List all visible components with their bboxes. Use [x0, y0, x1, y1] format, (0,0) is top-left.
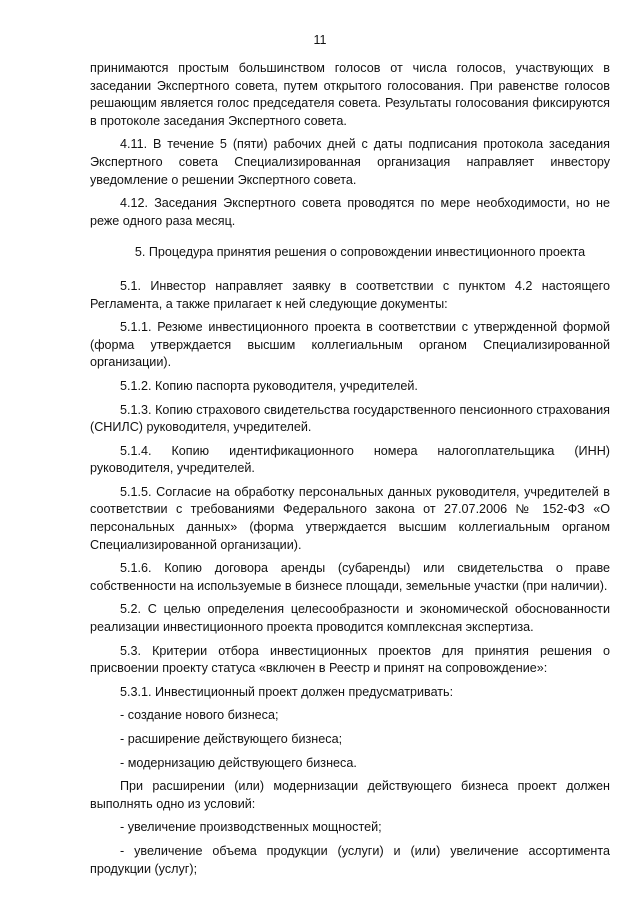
paragraph-5-1-4: 5.1.4. Копию идентификационного номера налогоплательщика (ИНН) руководителя, учредителей.	[90, 443, 610, 476]
list-item-volume-increase: - увеличение объема продукции (услуги) и (или) увеличение ассортимента продукции (услуг);	[90, 843, 610, 876]
paragraph-5-2: 5.2. С целью определения целесообразности и экономической обоснованности реализации инвестиционного проекта проводится комплексная экспертиза.	[90, 602, 610, 635]
paragraph-5-1-6: 5.1.6. Копию договора аренды (субаренды) или свидетельства о праве собственности на используемые в бизнесе площади, земельные участки (при наличии).	[90, 561, 610, 593]
paragraph-5-1-3: 5.1.3. Копию страхового свидетельства государственного пенсионного страхования (СНИЛС) руководителя, учредителей.	[90, 402, 610, 435]
list-item-modernization: - модернизацию действующего бизнеса.	[120, 755, 357, 770]
list-item-capacity-increase: - увеличение производственных мощностей;	[120, 820, 382, 835]
paragraph-4-10-continuation: принимаются простым большинством голосов от числа голосов, участвующих в заседании Экспертного совета, путем открытого голосования. При равенстве голосов решающим является голос председателя совета. Результаты голосования фиксируются в протоколе заседания Экспертного совета.	[90, 61, 610, 128]
document-body	[90, 60, 610, 884]
paragraph-5-1: 5.1. Инвестор направляет заявку в соответствии с пунктом 4.2 настоящего Регламента, а также прилагает к ней следующие документы:	[90, 278, 610, 311]
paragraph-5-1-1: 5.1.1. Резюме инвестиционного проекта в соответствии с утвержденной формой (форма утверждается высшим коллегиальным органом Специализированной организации).	[90, 320, 610, 370]
paragraph-5-3-1: 5.3.1. Инвестиционный проект должен предусматривать:	[120, 684, 454, 699]
paragraph-conditions: При расширении (или) модернизации действующего бизнеса проект должен выполнять одно из условий:	[90, 779, 610, 811]
section-5-heading: 5. Процедура принятия решения о сопровождении инвестиционного проекта	[134, 245, 586, 260]
paragraph-5-3: 5.3. Критерии отбора инвестиционных проектов для принятия решения о присвоении проекту статуса «включен в Реестр и принят на сопровождение»:	[90, 643, 610, 676]
list-item-expansion: - расширение действующего бизнеса;	[120, 732, 343, 746]
paragraph-5-1-5: 5.1.5. Согласие на обработку персональных данных руководителя, учредителей в соответствии с требованиями Федерального закона от 27.07.2006 № 152-ФЗ «О персональных данных» (форма утверждается высшим коллегиальным органом Специализированной организации).	[90, 484, 610, 552]
paragraph-4-11: 4.11. В течение 5 (пяти) рабочих дней с даты подписания протокола заседания Экспертного совета Специализированная организация направляет инвестору уведомление о решении Экспертного совета.	[90, 137, 610, 187]
page-number: 11	[313, 33, 327, 47]
paragraph-5-1-2: 5.1.2. Копию паспорта руководителя, учредителей.	[120, 378, 418, 393]
list-item-new-business: - создание нового бизнеса;	[120, 708, 279, 723]
paragraph-4-12: 4.12. Заседания Экспертного совета проводятся по мере необходимости, но не реже одного раза месяц.	[90, 196, 610, 228]
